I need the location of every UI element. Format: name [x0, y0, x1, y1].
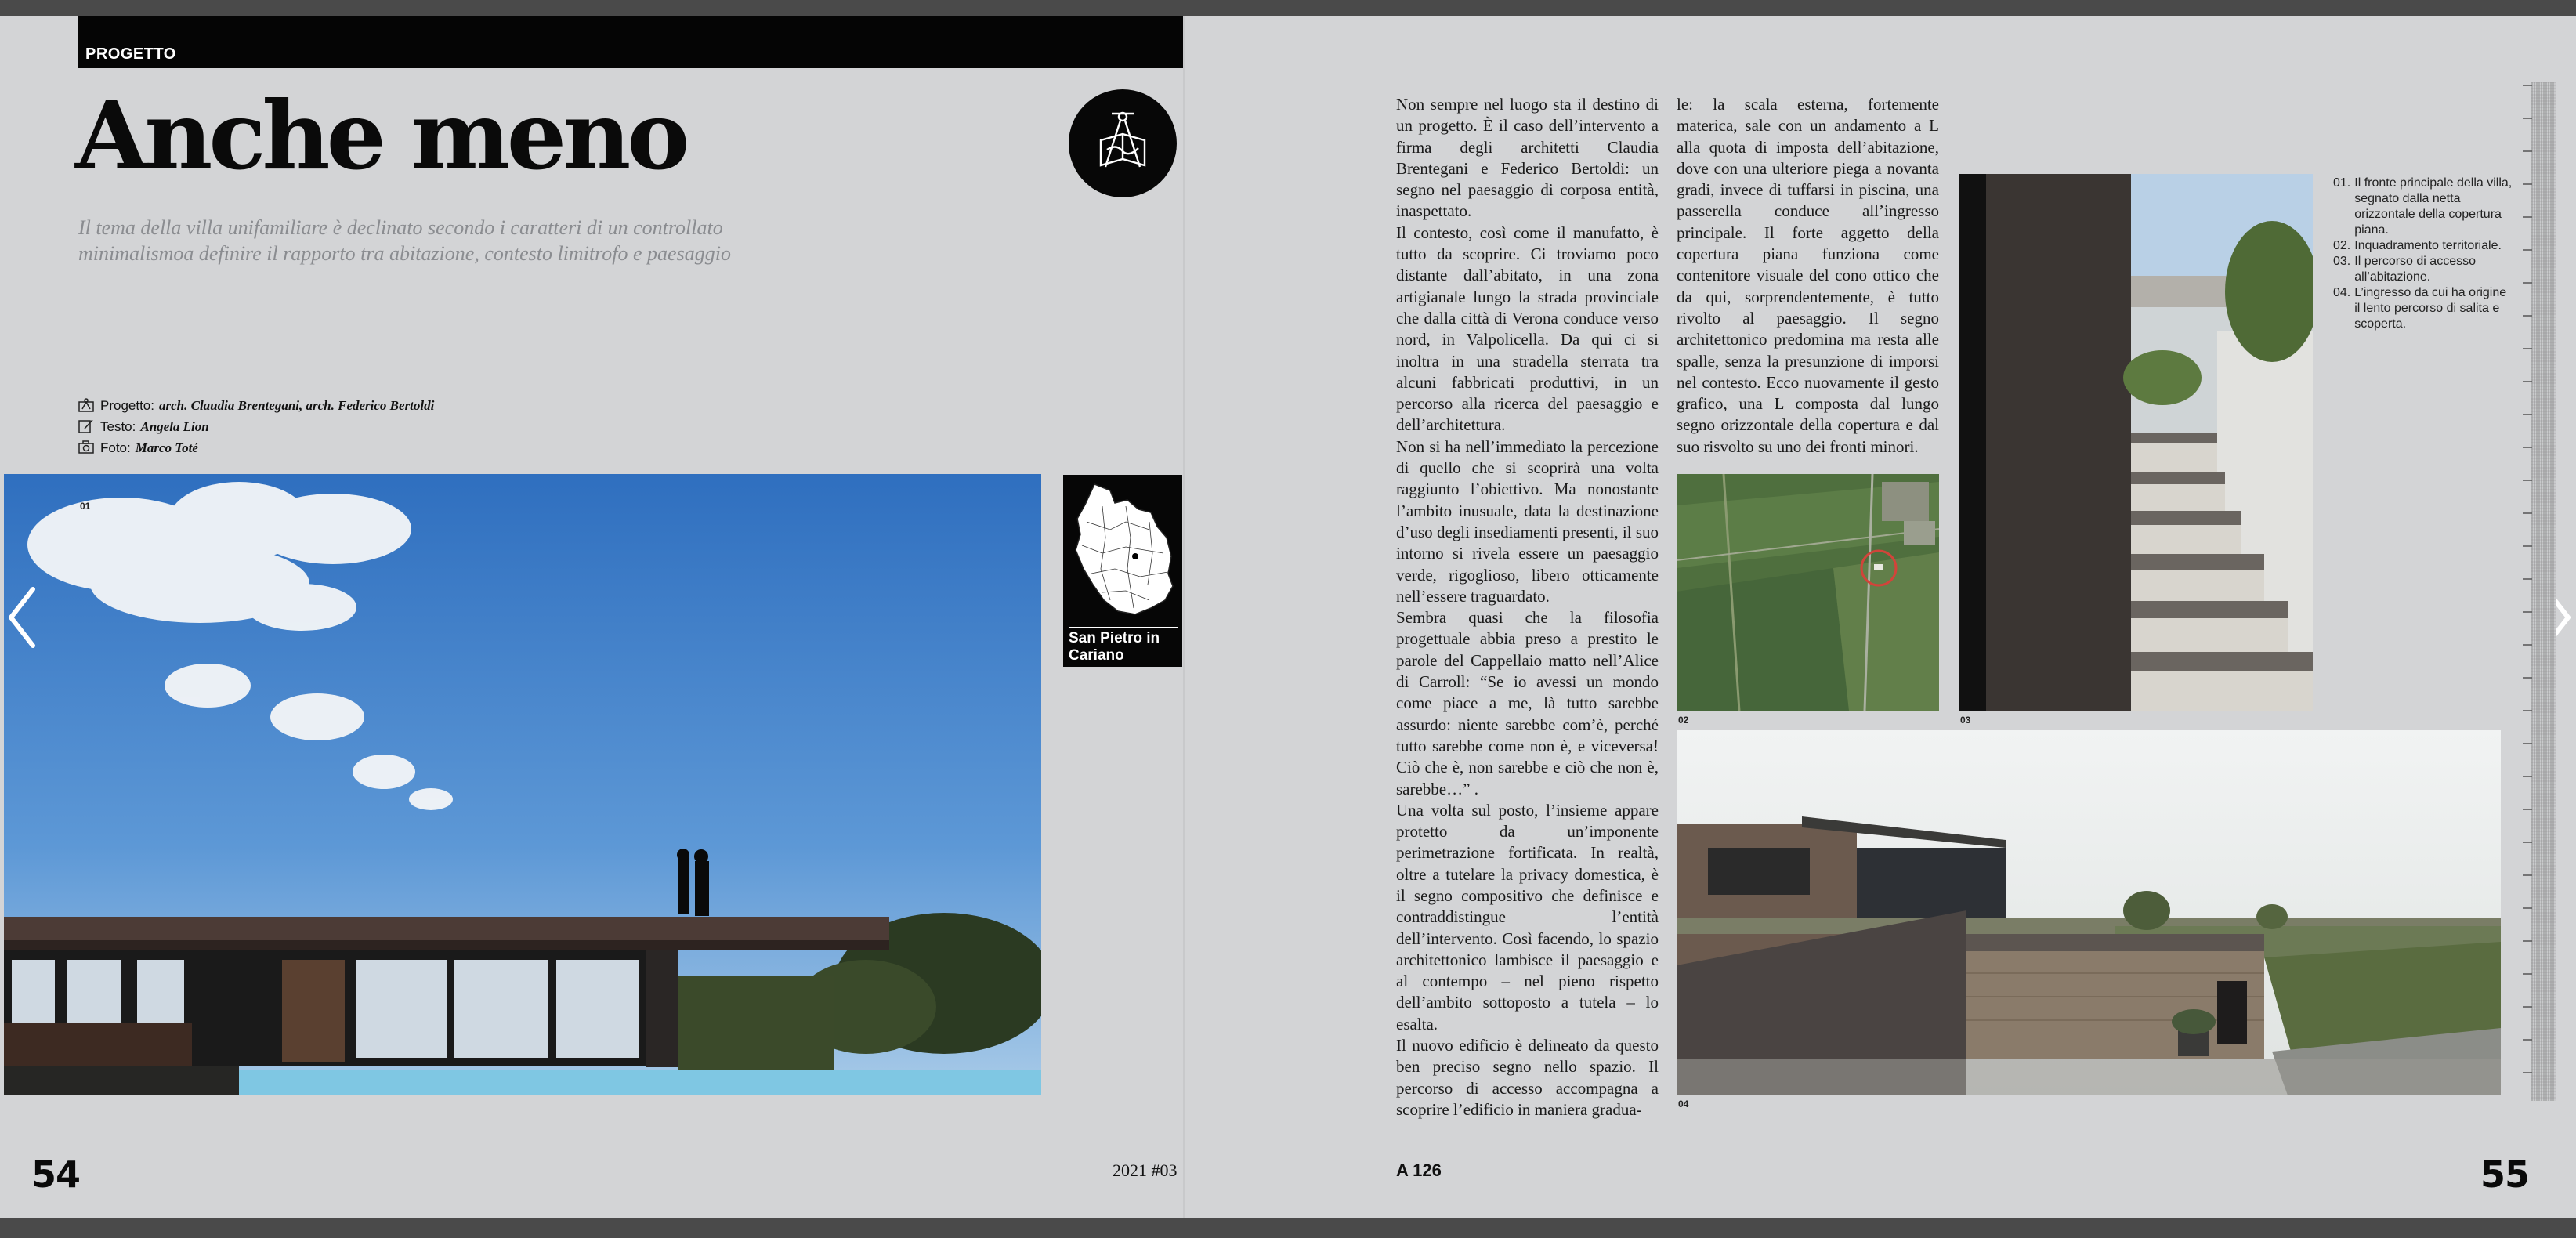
caption-text: Il fronte principale della villa, segnato dalla netta orizzontale della copertura piana. [2354, 176, 2513, 237]
pencil-icon [78, 419, 96, 435]
compass-icon [78, 398, 96, 414]
caption-text: Il percorso di accesso all’abitazione. [2354, 255, 2476, 284]
article-title: Anche meno [75, 81, 686, 191]
paragraph: Il nuovo edificio è delineato da questo ben preciso segno nello spazio. Il percorso di accesso accompagna a scoprire l’edificio in maniera gradua- [1396, 1036, 1659, 1119]
credit-text [78, 416, 434, 437]
right-page-number: 55 [2480, 1153, 2530, 1196]
paragraph: Il contesto, così come il manufatto, è tutto da scoprire. Ci troviamo poco distante dall’abitato, in una zona artigianale lungo la strada provinciale che dalla città di Verona conduce verso nord, in Valpolicella. Da qui ci si inoltra in una stradella sterrata tra alcuni fabbricati produttivi, in un percorso alla ricerca del paesaggio e dell’architettura. [1396, 223, 1659, 435]
section-bar [78, 16, 1183, 68]
magazine-name: A 126 [1396, 1160, 1442, 1180]
credit-label: Progetto: [100, 398, 154, 413]
caption [2333, 254, 2513, 285]
compass-badge-icon [1069, 89, 1177, 197]
caption-number: 04. [2333, 286, 2351, 299]
paragraph: le: la scala esterna, fortemente materica, sale con un andamento a L alla quota di imposta dell’abitazione, dove con una ulteriore piega a novanta gradi, invece di tuffarsi in piscina, una passerella conduce all’ingresso principale. Il forte aggetto della copertura piana funziona come contenitore visuale del cono ottico che da qui, sorprendentemente, è tutto rivolto al paesaggio. Il segno architettonico predomina ma resta alle spalle, senza la presunzione di imporsi nel contesto. Ecco nuovamente il gesto grafico, una L composta dal lungo segno orizzontale della copertura e dal suo risvolto su uno dei fronti minori. [1677, 95, 1939, 456]
caption-text: Inquadramento territoriale. [2354, 239, 2502, 252]
paragraph: Non sempre nel luogo sta il destino di un progetto. È il caso dell’intervento a firma degli architetti Claudia Brentegani e Federico Bertoldi: un segno nel paesaggio di corposa entità, inaspettato. [1396, 95, 1659, 221]
spine [1183, 16, 1185, 1218]
photo-villa-front [4, 474, 1041, 1095]
caption [2333, 238, 2513, 254]
credit-label: Testo: [100, 419, 136, 434]
article-column-1 [1396, 94, 1659, 1120]
photo-captions [2333, 176, 2513, 332]
section-label: PROGETTO [85, 45, 176, 63]
previous-page-button[interactable] [6, 586, 38, 649]
photo-number: 01 [80, 501, 91, 512]
caption-number: 03. [2333, 255, 2351, 268]
left-page-number: 54 [31, 1153, 81, 1196]
credit-value: arch. Claudia Brentegani, arch. Federico Bertoldi [159, 398, 435, 413]
credit-project [78, 395, 434, 416]
article-column-2 [1677, 94, 1939, 458]
photo-villa-entrance [1677, 730, 2501, 1095]
caption-number: 02. [2333, 239, 2351, 252]
credit-photo [78, 437, 434, 458]
photo-number: 03 [1960, 715, 1971, 726]
page-edge-ruler [2523, 82, 2556, 1101]
article-subtitle: Il tema della villa unifamiliare è declinato secondo i caratteri di un controllato minimalismoa definire il rapporto tra abitazione, contesto limitrofo e paesaggio [78, 216, 731, 265]
credit-value: Angela Lion [140, 419, 209, 434]
photo-access-stairs [1959, 174, 2313, 711]
paragraph: Una volta sul posto, l’insieme appare protetto da un’imponente perimetrazione fortificata. In realtà, oltre a tutelare la privacy domestica, è il segno compositivo che definisce e contraddistingue l’entità dell’intervento. Così facendo, lo spazio architettonico lambisce il paesaggio e al contempo – nel pieno rispetto dell’ambito sottoposto a tutela – lo esalta. [1396, 800, 1659, 1033]
credit-label: Foto: [100, 440, 131, 455]
photo-number: 02 [1678, 715, 1689, 726]
location-name: San Pietro in Cariano [1069, 627, 1178, 664]
caption [2333, 285, 2513, 332]
caption-number: 01. [2333, 176, 2351, 190]
camera-icon [78, 440, 96, 456]
credit-value: Marco Toté [135, 440, 198, 455]
caption-text: L’ingresso da cui ha origine il lento percorso di salita e scoperta. [2354, 286, 2507, 331]
paragraph: Non si ha nell’immediato la percezione di quello che si scoprirà una volta raggiunto l’obiettivo. Ma nonostante l’ambito inusuale, data la destinazione d’uso degli insediamenti presenti, il suo intorno si rivela essere un paesaggio verde, rigoglioso, libero otticamente nell’essere traguardato. [1396, 436, 1659, 606]
issue-number: 2021 #03 [1113, 1160, 1178, 1180]
photo-number: 04 [1678, 1099, 1689, 1109]
caption [2333, 176, 2513, 238]
location-label [1069, 627, 1178, 664]
photo-aerial-view [1677, 474, 1939, 711]
paragraph: Sembra quasi che la filosofia progettuale abbia preso a prestito le parole del Cappellaio matto nell’Alice di Carroll: “Se io avessi un mondo come piace a me, là tutto sarebbe assurdo: niente sarebbe com’è, perché tutto sarebbe come non è, e viceversa! Ciò che è, non sarebbe e ciò che non è, sarebbe…” . [1396, 608, 1659, 798]
credits [78, 395, 434, 458]
